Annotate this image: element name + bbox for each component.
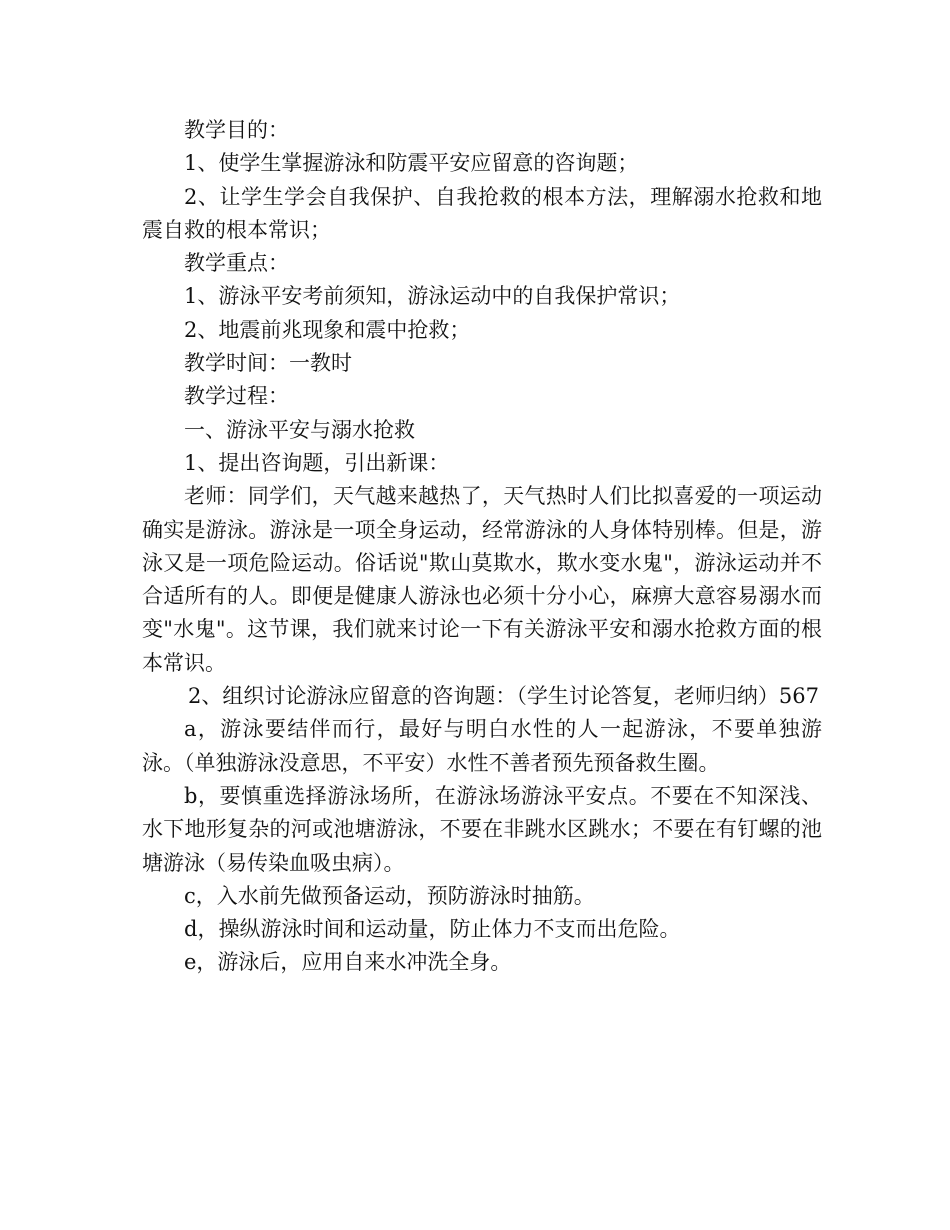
rule-d: d，操纵游泳时间和运动量，防止体力不支而出危险。 [184,917,681,942]
teacher-speech-paragraph: 老师：同学们，天气越来越热了，天气热时人们比拟喜爱的一项运动确实是游泳。游泳是一项全身运动，经常游泳的人身体特别棒。但是，游泳又是一项危险运动。俗话说"欺山莫欺水，欺水变水鬼"，游泳运动并不合适所有的人。即便是健康人游泳也必须十分小心，麻痹大意容易溺水而变"水鬼"。这节课，我们就来讨论一下有关游泳平安和溺水抢救方面的根本常识。 [142,484,822,675]
focus-item-1: 1、游泳平安考前须知，游泳运动中的自我保护常识； [184,284,681,309]
step-1-introduction: 1、提出咨询题，引出新课： [184,450,450,475]
goal-item-2: 2、让学生学会自我保护、自我抢救的根本方法，理解溺水抢救和地震自救的根本常识； [142,184,822,242]
section-heading-swimming-safety: 一、游泳平安与溺水抢救 [184,417,415,442]
heading-teaching-goals: 教学目的： [184,118,289,142]
teaching-time: 教学时间：一教时 [184,351,352,376]
step-2-discussion: 2、组织讨论游泳应留意的咨询题：（学生讨论答复，老师归纳）567 [188,684,819,709]
document-body [142,114,822,980]
focus-item-2: 2、地震前兆现象和震中抢救； [184,317,471,342]
rule-c: c，入水前先做预备运动，预防游泳时抽筋。 [184,883,595,908]
goal-item-1: 1、使学生掌握游泳和防震平安应留意的咨询题； [184,151,639,176]
rule-e: e，游泳后，应用自来水冲洗全身。 [184,950,512,975]
rule-a: a，游泳要结伴而行，最好与明白水性的人一起游泳，不要单独游泳。（单独游泳没意思，不平安）水性不善者预先预备救生圈。 [142,717,822,775]
rule-b: b，要慎重选择游泳场所，在游泳场游泳平安点。不要在不知深浅、水下地形复杂的河或池塘游泳，不要在非跳水区跳水；不要在有钉螺的池塘游泳（易传染血吸虫病）。 [142,783,822,875]
heading-teaching-focus: 教学重点： [184,251,289,276]
heading-teaching-process: 教学过程： [184,384,289,409]
